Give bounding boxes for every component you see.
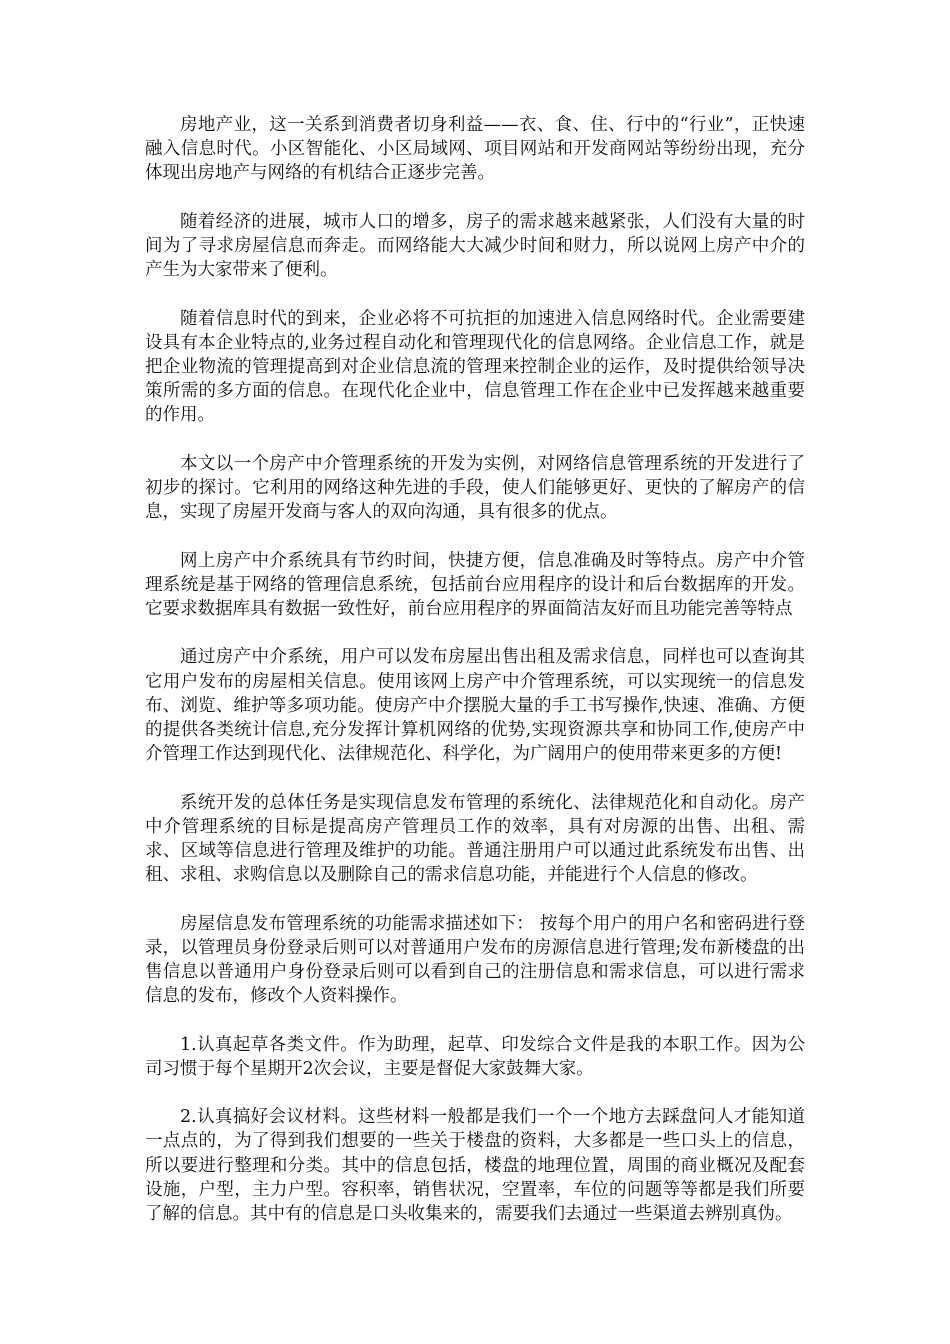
paragraph-functional-requirements: 房屋信息发布管理系统的功能需求描述如下： 按每个用户的用户名和密码进行登录，以管理员身份登录后则可以对普通用户发布的房源信息进行管理;发布新楼盘的出售信息以普通用户身份登录后则可以看到自己的注册信息和需求信息，可以进行需求信息的发布，修改个人资料操作。 [145,913,805,1007]
paragraph-article-purpose: 本文以一个房产中介管理系统的开发为实例，对网络信息管理系统的开发进行了初步的探讨。它利用的网络这种先进的手段，使人们能够更好、更快的了解房产的信息，实现了房屋开发商与客人的双向沟通，具有很多的优点。 [145,453,805,523]
document-body [145,113,805,1250]
paragraph-development-tasks: 系统开发的总体任务是实现信息发布管理的系统化、法律规范化和自动化。房产中介管理系统的目标是提高房产管理员工作的效率，具有对房源的出售、出租、需求、区域等信息进行管理及维护的功能。普通注册用户可以通过此系统发布出售、出租、求租、求购信息以及删除自己的需求信息功能，并能进行个人信息的修改。 [145,792,805,886]
paragraph-item-2-meeting-materials: 2.认真搞好会议材料。这些材料一般都是我们一个一个地方去踩盘问人才能知道一点点的，为了得到我们想要的一些关于楼盘的资料，大多都是一些口头上的信息，所以要进行整理和分类。其中的信息包括，楼盘的地理位置，周围的商业概况及配套设施，户型，主力户型。容积率，销售状况，空置率，车位的问题等等都是我们所要了解的信息。其中有的信息是口头收集来的，需要我们去通过一些渠道去辨别真伪。 [145,1107,805,1224]
paragraph-intro-real-estate: 房地产业，这一关系到消费者切身利益——衣、食、住、行中的“行业”，正快速融入信息时代。小区智能化、小区局域网、项目网站和开发商网站等纷纷出现，充分体现出房地产与网络的有机结合正逐步完善。 [145,115,805,184]
paragraph-item-1-drafting: 1.认真起草各类文件。作为助理，起草、印发综合文件是我的本职工作。因为公司习惯于每个星期开2次会议，主要是督促大家鼓舞大家。 [145,1034,805,1079]
paragraph-system-features: 网上房产中介系统具有节约时间，快捷方便，信息准确及时等特点。房产中介管理系统是基于网络的管理信息系统，包括前台应用程序的设计和后台数据库的开发。它要求数据库具有数据一致性好，前台应用程序的界面简洁友好而且功能完善等特点 [145,550,805,619]
paragraph-system-usage: 通过房产中介系统，用户可以发布房屋出售出租及需求信息，同样也可以查询其它用户发布的房屋相关信息。使用该网上房产中介管理系统，可以实现统一的信息发布、浏览、维护等多项功能。使房产中介摆脱大量的手工书写操作,快速、准确、方便的提供各类统计信息,充分发挥计算机网络的优势,实现资源共享和协同工作,使房产中介管理工作达到现代化、法律规范化、科学化，为广阔用户的使用带来更多的方便! [145,647,805,765]
paragraph-economic-development: 随着经济的进展，城市人口的增多，房子的需求越来越紧张，人们没有大量的时间为了寻求房屋信息而奔走。而网络能大大减少时间和财力，所以说网上房产中介的产生为大家带来了便利。 [145,211,805,281]
paragraph-information-age: 随着信息时代的到来，企业必将不可抗拒的加速进入信息网络时代。企业需要建设具有本企业特点的,业务过程自动化和管理现代化的信息网络。企业信息工作，就是把企业物流的管理提高到对企业信息流的管理来控制企业的运作，及时提供给领导决策所需的多方面的信息。在现代化企业中，信息管理工作在企业中已发挥越来越重要的作用。 [145,308,805,426]
